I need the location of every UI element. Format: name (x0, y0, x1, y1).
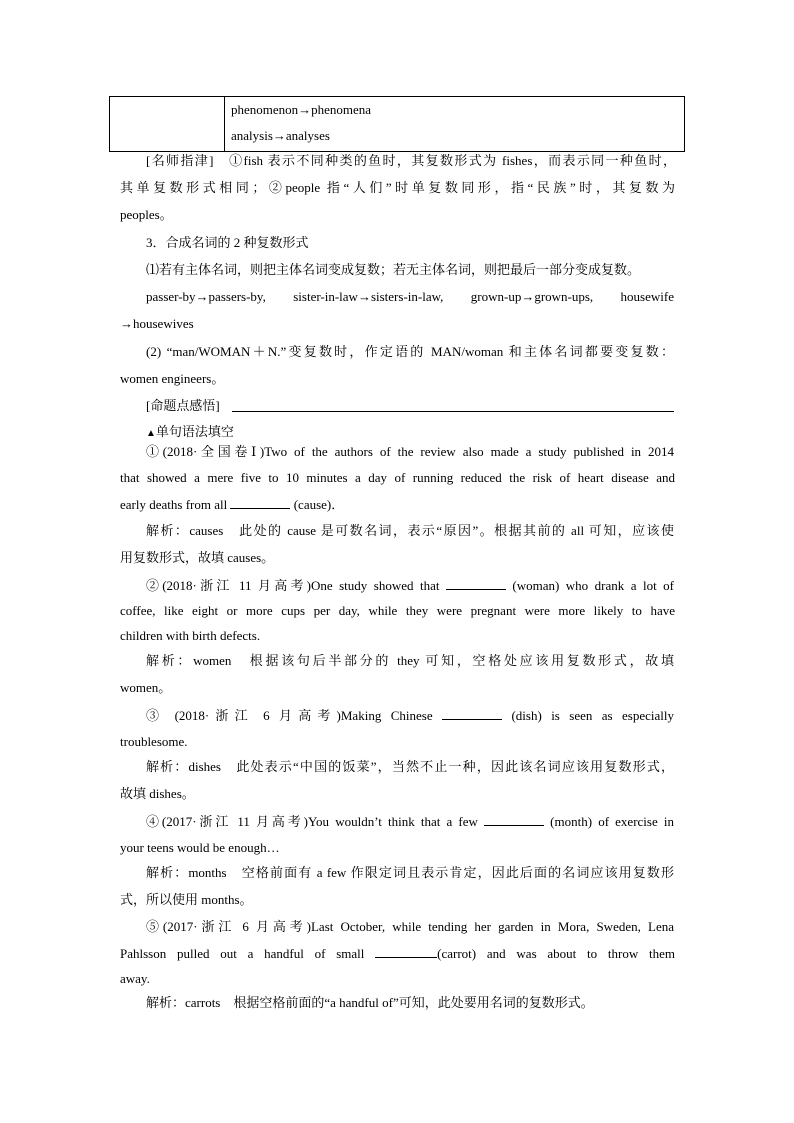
q4-line-b: your teens would be enough… (120, 840, 280, 855)
q2-blank (446, 577, 506, 590)
q2-answer-b: women。 (120, 680, 172, 695)
table-empty-cell (110, 97, 225, 152)
q2-text-pre: ②(2018·浙江 11 月高考)One study showed that (146, 578, 446, 593)
insight-subheading (146, 424, 674, 442)
q4-line-a (146, 813, 674, 830)
q3-answer-a: 解析：dishes 此处表示“中国的饭菜”，当然不止一种，因此该名词应该用复数形式， (146, 759, 674, 774)
q5-line-a: ⑤(2017·浙江 6 月高考)Last October, while tending her garden in Mora, Sweden, Lena (146, 919, 674, 934)
q2-line-c: children with birth defects. (120, 628, 261, 643)
q3-text-post: (dish) is seen as especially (502, 708, 675, 723)
section-3-rule-2a: (2) “man/WOMAN＋N.”变复数时，作定语的 MAN/woman 和主体名词都要变复数： (146, 344, 674, 359)
q3-line-b: troublesome. (120, 734, 188, 749)
insight-subheading-text: 单句语法填空 (155, 424, 234, 439)
table-row-phenomenon: phenomenon→phenomena (231, 102, 372, 117)
q1-text-post: (cause)． (290, 497, 345, 512)
q1-blank (230, 496, 290, 509)
tip-line-1: [名师指津] ①fish 表示不同种类的鱼时，其复数形式为 fishes，而表示同一种鱼时， (146, 153, 676, 168)
q4-answer-b: 式，所以使用 months。 (120, 892, 253, 907)
plural-table (109, 96, 685, 152)
tip-line-2: 其单复数形式相同；②people 指“人们”时单复数同形，指“民族”时，其复数为 (120, 180, 675, 195)
q1-answer-a: 解析：causes 此处的 cause 是可数名词，表示“原因”。根据其前的 all 可知，应该使 (146, 523, 674, 538)
section-3-rule-1: ⑴若有主体名词，则把主体名词变成复数；若无主体名词，则把最后一部分变成复数。 (146, 262, 641, 277)
q1-line-a: ①(2018·全国卷Ⅰ)Two of the authors of the review also made a study published in 2014 (146, 444, 674, 459)
q5-line-b (120, 945, 675, 962)
q1-text-pre: early deaths from all (120, 497, 231, 512)
triangle-icon: ▲ (146, 428, 156, 439)
q4-text-post: (month) of exercise in (544, 814, 674, 829)
q4-blank (484, 813, 544, 826)
q5-blank (375, 945, 437, 958)
q5-text-pre: Pahlsson pulled out a handful of small (120, 946, 376, 961)
table-cell-examples (225, 97, 685, 152)
table-row-analysis: analysis→analyses (231, 128, 330, 143)
q2-line-b: coffee, like eight or more cups per day, while they were pregnant were more likely to have (120, 603, 675, 618)
q5-answer-a: 解析：carrots 根据空格前面的“a handful of”可知，此处要用名词的复数形式。 (146, 995, 594, 1010)
insight-heading: [命题点感悟] (146, 398, 220, 413)
q3-blank (442, 707, 502, 720)
q1-answer-b: 用复数形式，故填 causes。 (120, 550, 275, 565)
q4-answer-a: 解析：months 空格前面有 a few 作限定词且表示肯定，因此后面的名词应该用复数形 (146, 865, 674, 880)
q5-line-c: away. (120, 971, 150, 986)
section-3-title: 3．合成名词的 2 种复数形式 (146, 235, 309, 250)
q5-text-post: (carrot) and was about to throw them (437, 946, 676, 961)
heading-rule (232, 411, 674, 412)
section-3-rule-2b: women engineers。 (120, 371, 225, 386)
q3-answer-b: 故填 dishes。 (120, 786, 195, 801)
section-3-example-1a: passer-by→passers-by, sister-in-law→sisters-in-law, grown-up→grown-ups, housewife (146, 289, 674, 304)
q4-text-pre: ④(2017·浙江 11 月高考)You wouldn’t think that a few (146, 814, 485, 829)
q1-line-b: that showed a mere five to 10 minutes a day of running reduced the risk of heart disease and (120, 470, 675, 485)
q1-line-c (120, 496, 675, 513)
q2-answer-a: 解析：women 根据该句后半部分的 they 可知，空格处应该用复数形式，故填 (146, 653, 674, 668)
section-3-example-1b: →housewives (120, 316, 194, 331)
tip-line-3: peoples。 (120, 207, 173, 222)
q2-text-post: (woman) who drank a lot of (505, 578, 674, 593)
q2-line-a (146, 577, 674, 594)
q3-line-a (146, 707, 674, 724)
q3-text-pre: ③ (2018·浙江 6 月高考)Making Chinese (146, 708, 443, 723)
